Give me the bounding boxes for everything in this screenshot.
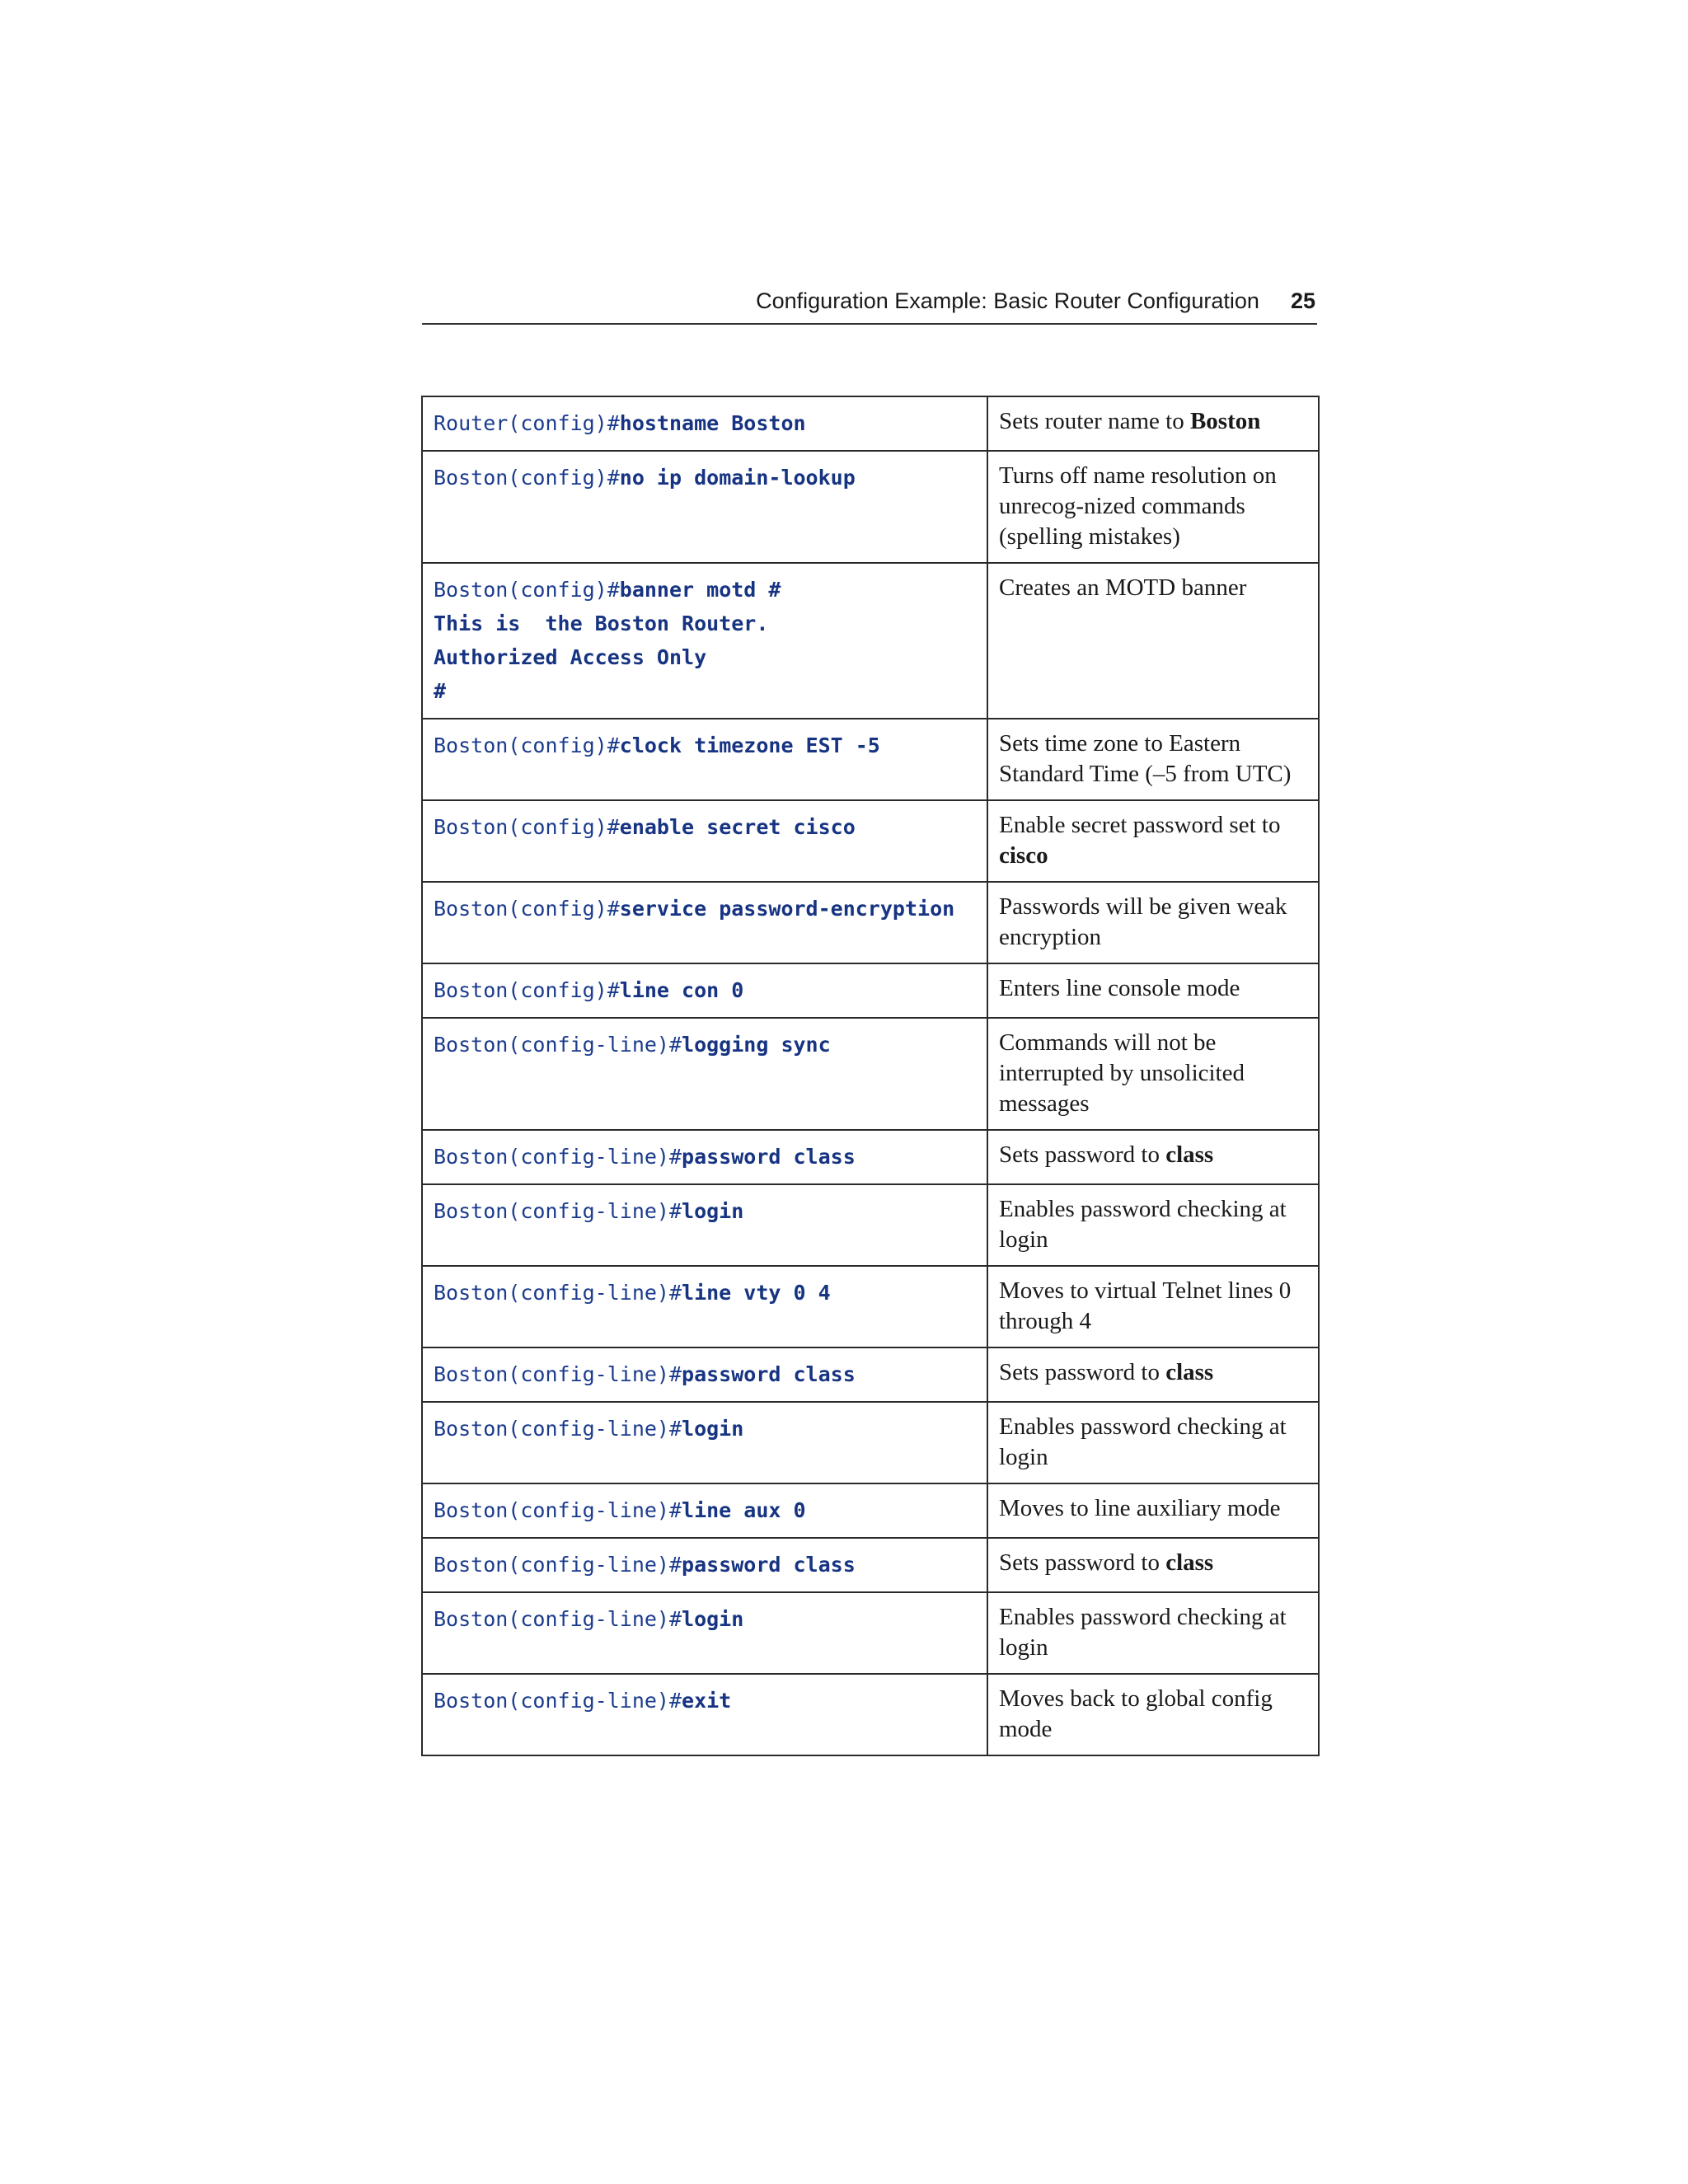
command-cell — [422, 1592, 987, 1674]
description-cell — [987, 1266, 1319, 1347]
command-line — [434, 573, 977, 607]
description-cell — [987, 1538, 1319, 1592]
description-text: Turns off name resolution on unrecog-nized commands (spelling mistakes) — [999, 462, 1277, 550]
table-row — [422, 563, 1319, 719]
command-line — [434, 1357, 977, 1391]
description-cell — [987, 882, 1319, 963]
command-prompt: Boston(config-line)# — [434, 1417, 682, 1441]
running-header — [422, 288, 1317, 325]
description-text: Enables password checking at login — [999, 1604, 1287, 1661]
command-prompt: Boston(config-line)# — [434, 1498, 682, 1522]
command-line — [434, 640, 977, 674]
description-text: Enable secret password set to — [999, 812, 1281, 838]
command-line — [434, 406, 977, 440]
table-row — [422, 1592, 1319, 1674]
command-prompt: Router(config)# — [434, 411, 620, 435]
table-row — [422, 882, 1319, 963]
page-number: 25 — [1290, 288, 1315, 313]
command-input: password class — [682, 1145, 856, 1169]
command-line — [434, 973, 977, 1007]
command-line — [434, 1493, 977, 1527]
table-row — [422, 1018, 1319, 1130]
command-input: line aux 0 — [682, 1498, 806, 1522]
table-row — [422, 1130, 1319, 1184]
description-cell — [987, 563, 1319, 719]
description-text: Enables password checking at login — [999, 1196, 1287, 1253]
command-input: line vty 0 4 — [682, 1281, 831, 1305]
description-cell — [987, 800, 1319, 882]
description-emphasis: class — [1165, 1141, 1214, 1168]
description-text: Passwords will be given weak encryption — [999, 893, 1287, 950]
description-text: Sets password to — [999, 1549, 1166, 1576]
command-line — [434, 1028, 977, 1062]
header-title: Configuration Example: Basic Router Configuration — [756, 288, 1259, 313]
command-prompt: Boston(config)# — [434, 733, 620, 757]
command-prompt: Boston(config)# — [434, 978, 620, 1002]
table-row — [422, 963, 1319, 1018]
command-cell — [422, 451, 987, 563]
command-cell — [422, 1266, 987, 1347]
command-input: exit — [682, 1689, 732, 1713]
table-row — [422, 1347, 1319, 1402]
table-row — [422, 1184, 1319, 1266]
command-line — [434, 1276, 977, 1310]
command-line — [434, 1548, 977, 1582]
command-cell — [422, 1347, 987, 1402]
command-line — [434, 674, 977, 708]
command-input: enable secret cisco — [619, 815, 856, 839]
description-text: Sets password to — [999, 1141, 1166, 1168]
command-line — [434, 607, 977, 640]
table-row — [422, 1483, 1319, 1538]
command-input: no ip domain-lookup — [619, 466, 856, 490]
command-prompt: Boston(config-line)# — [434, 1145, 682, 1169]
command-input: This is the Boston Router. — [434, 612, 769, 635]
table-row — [422, 800, 1319, 882]
description-cell — [987, 1347, 1319, 1402]
command-line — [434, 1194, 977, 1228]
command-prompt: Boston(config)# — [434, 897, 620, 921]
command-prompt: Boston(config)# — [434, 815, 620, 839]
command-line — [434, 729, 977, 762]
description-text: Sets router name to — [999, 408, 1190, 434]
description-cell — [987, 1184, 1319, 1266]
description-cell — [987, 1674, 1319, 1755]
command-prompt: Boston(config-line)# — [434, 1553, 682, 1577]
table-row — [422, 1266, 1319, 1347]
command-input: login — [682, 1417, 744, 1441]
description-text: Commands will not be interrupted by unsolicited messages — [999, 1029, 1245, 1117]
description-text: Enters line console mode — [999, 975, 1240, 1001]
command-cell — [422, 1483, 987, 1538]
table-row — [422, 719, 1319, 800]
command-line — [434, 1602, 977, 1636]
description-cell — [987, 1483, 1319, 1538]
description-cell — [987, 719, 1319, 800]
command-line — [434, 1140, 977, 1174]
command-line — [434, 1412, 977, 1446]
command-cell — [422, 963, 987, 1018]
command-prompt: Boston(config-line)# — [434, 1199, 682, 1223]
table-row — [422, 1674, 1319, 1755]
command-input: password class — [682, 1362, 856, 1386]
command-table — [421, 396, 1320, 1756]
command-input: password class — [682, 1553, 856, 1577]
description-text: Moves to line auxiliary mode — [999, 1495, 1281, 1521]
table-row — [422, 396, 1319, 451]
description-cell — [987, 963, 1319, 1018]
description-emphasis: cisco — [999, 842, 1048, 869]
description-text: Moves to virtual Telnet lines 0 through 4 — [999, 1277, 1292, 1334]
description-emphasis: class — [1165, 1549, 1214, 1576]
command-input: banner motd # — [619, 578, 781, 602]
command-input: service password-encryption — [619, 897, 955, 921]
command-line — [434, 892, 977, 926]
table-row — [422, 451, 1319, 563]
command-prompt: Boston(config-line)# — [434, 1689, 682, 1713]
command-line — [434, 810, 977, 844]
description-cell — [987, 1018, 1319, 1130]
command-cell — [422, 1184, 987, 1266]
description-cell — [987, 396, 1319, 451]
command-table-body — [422, 396, 1319, 1755]
command-prompt: Boston(config)# — [434, 578, 620, 602]
command-cell — [422, 563, 987, 719]
command-prompt: Boston(config-line)# — [434, 1281, 682, 1305]
command-cell — [422, 1402, 987, 1483]
command-cell — [422, 1018, 987, 1130]
command-cell — [422, 396, 987, 451]
command-cell — [422, 1130, 987, 1184]
command-cell — [422, 719, 987, 800]
command-line — [434, 1684, 977, 1718]
command-input: login — [682, 1199, 744, 1223]
command-input: login — [682, 1607, 744, 1631]
command-cell — [422, 1674, 987, 1755]
command-input: hostname Boston — [619, 411, 806, 435]
command-prompt: Boston(config)# — [434, 466, 620, 490]
description-emphasis: Boston — [1189, 408, 1261, 434]
description-text: Moves back to global config mode — [999, 1685, 1273, 1742]
command-prompt: Boston(config-line)# — [434, 1607, 682, 1631]
description-cell — [987, 1402, 1319, 1483]
command-prompt: Boston(config-line)# — [434, 1362, 682, 1386]
command-input: logging sync — [682, 1033, 831, 1057]
command-prompt: Boston(config-line)# — [434, 1033, 682, 1057]
table-row — [422, 1538, 1319, 1592]
command-cell — [422, 1538, 987, 1592]
command-input: line con 0 — [619, 978, 744, 1002]
description-cell — [987, 1592, 1319, 1674]
command-cell — [422, 882, 987, 963]
command-cell — [422, 800, 987, 882]
command-input: # — [434, 679, 447, 703]
description-cell — [987, 451, 1319, 563]
description-cell — [987, 1130, 1319, 1184]
description-emphasis: class — [1165, 1359, 1214, 1385]
description-text: Enables password checking at login — [999, 1413, 1287, 1470]
table-row — [422, 1402, 1319, 1483]
command-line — [434, 461, 977, 494]
description-text: Creates an MOTD banner — [999, 574, 1247, 601]
description-text: Sets time zone to Eastern Standard Time (–5 from UTC) — [999, 730, 1292, 787]
command-input: clock timezone EST -5 — [619, 733, 880, 757]
command-input: Authorized Access Only — [434, 645, 707, 669]
description-text: Sets password to — [999, 1359, 1166, 1385]
